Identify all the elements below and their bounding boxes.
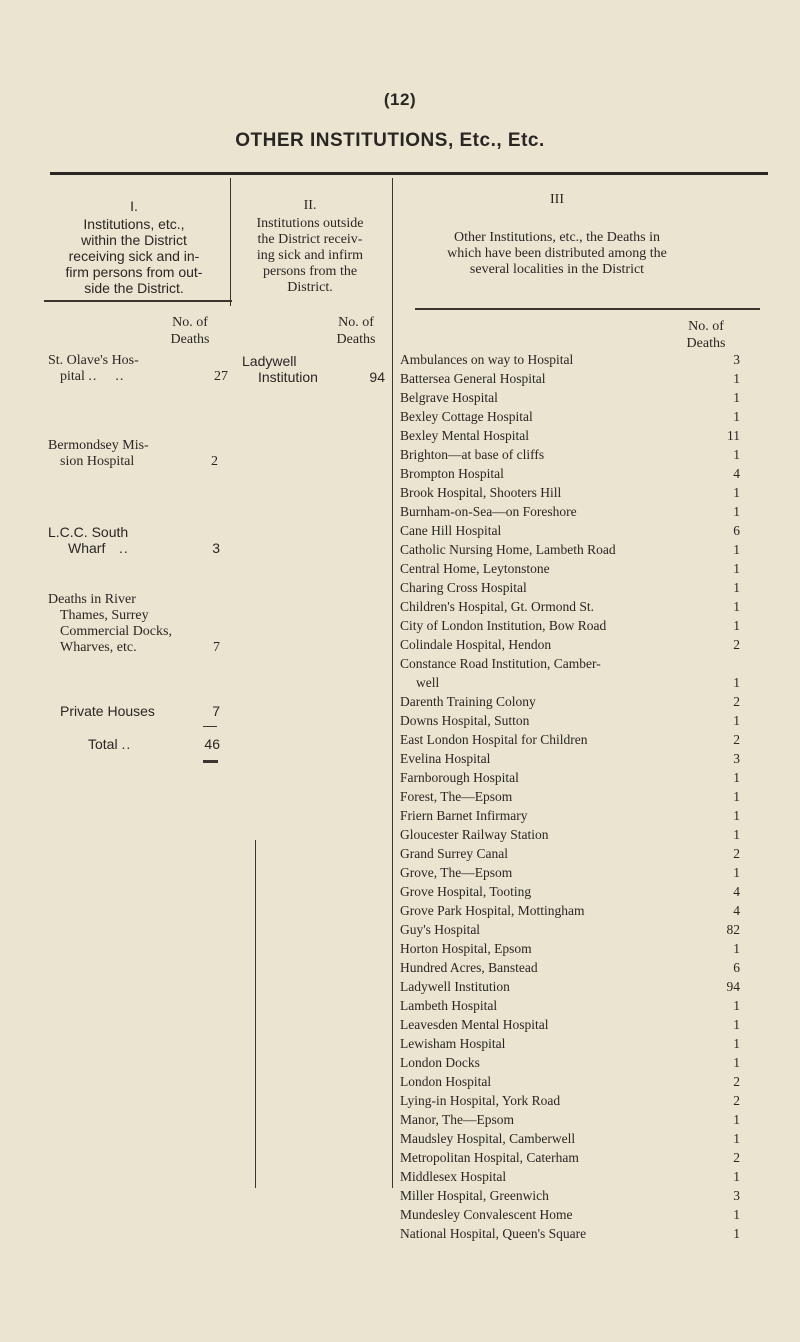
subtotal-rule bbox=[203, 726, 217, 727]
list-item-name: Grove Hospital, Tooting bbox=[400, 884, 532, 899]
list-item bbox=[400, 1034, 740, 1053]
col1-heading-line: firm persons from out- bbox=[65, 264, 203, 280]
list-item bbox=[400, 1053, 740, 1072]
list-item-count: 1 bbox=[733, 865, 740, 880]
list-item-name: Friern Barnet Infirmary bbox=[400, 808, 528, 823]
list-item-name: Ambulances on way to Hospital bbox=[400, 352, 574, 367]
list-item bbox=[400, 768, 740, 787]
list-item bbox=[400, 825, 740, 844]
list-item-name: Catholic Nursing Home, Lambeth Road bbox=[400, 542, 616, 557]
col2-heading-line: District. bbox=[287, 280, 333, 295]
total-label: Total bbox=[88, 736, 118, 752]
col1-subheading-line: No. of bbox=[172, 315, 208, 330]
entry-name-line: Bermondsey Mis- bbox=[48, 438, 149, 453]
list-item bbox=[400, 388, 740, 407]
total-double-rule bbox=[203, 760, 218, 763]
list-item-name: Bexley Cottage Hospital bbox=[400, 409, 533, 424]
list-item bbox=[400, 521, 740, 540]
entry-name-line: L.C.C. South bbox=[48, 524, 129, 540]
list-item-name: Lambeth Hospital bbox=[400, 998, 498, 1013]
list-item bbox=[400, 749, 740, 768]
list-item bbox=[400, 920, 740, 939]
col2-subheading-line: Deaths bbox=[336, 332, 376, 347]
list-item-name: City of London Institution, Bow Road bbox=[400, 618, 607, 633]
list-item-name: Children's Hospital, Gt. Ormond St. bbox=[400, 599, 595, 614]
list-item-name: Belgrave Hospital bbox=[400, 390, 498, 405]
col2-subheading bbox=[320, 314, 392, 348]
entry-name-line: Thames, Surrey bbox=[60, 608, 149, 623]
list-item bbox=[400, 1129, 740, 1148]
list-item bbox=[400, 996, 740, 1015]
col3-numeral: III bbox=[550, 192, 564, 207]
list-item bbox=[400, 692, 740, 711]
list-item-name: Guy's Hospital bbox=[400, 922, 481, 937]
col2-heading-line: Institutions outside bbox=[256, 216, 364, 231]
list-item-name: Darenth Training Colony bbox=[400, 694, 536, 709]
list-item bbox=[400, 502, 740, 521]
list-item bbox=[400, 464, 740, 483]
col1-heading-line: within the District bbox=[81, 232, 187, 248]
list-item-name: Grove Park Hospital, Mottingham bbox=[400, 903, 585, 918]
list-item-name: Manor, The—Epsom bbox=[400, 1112, 514, 1127]
list-item bbox=[400, 844, 740, 863]
entry-name-line: pital bbox=[60, 369, 85, 384]
entry-name-line: St. Olave's Hos- bbox=[48, 353, 139, 368]
list-item-count: 1 bbox=[733, 1207, 740, 1222]
list-item bbox=[400, 901, 740, 920]
list-item-count: 11 bbox=[727, 428, 740, 443]
col2-entry bbox=[242, 353, 385, 385]
list-item-name: Gloucester Railway Station bbox=[400, 827, 549, 842]
col3-subheading-line: Deaths bbox=[686, 336, 726, 351]
list-item-name: Lying-in Hospital, York Road bbox=[400, 1093, 561, 1108]
list-item-name: Cane Hill Hospital bbox=[400, 523, 502, 538]
col1-subheading bbox=[150, 314, 230, 348]
list-item-count: 4 bbox=[733, 903, 740, 918]
col1-heading bbox=[44, 198, 224, 296]
entry-count: 7 bbox=[213, 640, 220, 655]
list-item bbox=[400, 1015, 740, 1034]
col2-numeral: II. bbox=[303, 198, 317, 213]
list-item-count: 1 bbox=[733, 390, 740, 405]
list-item-name: Lewisham Hospital bbox=[400, 1036, 506, 1051]
list-item-count: 2 bbox=[733, 732, 740, 747]
list-item-count: 6 bbox=[733, 523, 740, 538]
list-item-count: 1 bbox=[733, 713, 740, 728]
entry-name-line: sion Hospital bbox=[60, 454, 135, 469]
list-item-name: Battersea General Hospital bbox=[400, 371, 546, 386]
col1-entry bbox=[48, 592, 220, 656]
list-item-name: London Hospital bbox=[400, 1074, 492, 1089]
list-item-name: well bbox=[416, 675, 440, 690]
list-item bbox=[400, 635, 740, 654]
list-item-name: Bexley Mental Hospital bbox=[400, 428, 529, 443]
column-divider-1-lower bbox=[255, 840, 256, 1188]
col2-heading-line: ing sick and infirm bbox=[256, 248, 364, 263]
list-item-count: 1 bbox=[733, 827, 740, 842]
top-rule bbox=[50, 172, 768, 175]
list-item-name: Downs Hospital, Sutton bbox=[400, 713, 530, 728]
list-item-count: 1 bbox=[733, 1055, 740, 1070]
page-title: OTHER INSTITUTIONS, Etc., Etc. bbox=[235, 130, 545, 151]
list-item-count: 3 bbox=[733, 352, 740, 367]
list-item-count: 2 bbox=[733, 1074, 740, 1089]
list-item bbox=[400, 597, 740, 616]
list-item-count: 2 bbox=[733, 694, 740, 709]
list-item-name: Central Home, Leytonstone bbox=[400, 561, 550, 576]
list-item-name: Metropolitan Hospital, Caterham bbox=[400, 1150, 579, 1165]
list-item-count: 1 bbox=[733, 561, 740, 576]
list-item-name: East London Hospital for Children bbox=[400, 732, 588, 747]
list-item bbox=[400, 1205, 740, 1224]
col2-heading-line: persons from the bbox=[262, 264, 358, 279]
list-item bbox=[400, 578, 740, 597]
entry-name-line: Wharf bbox=[68, 540, 106, 556]
list-item-name: Colindale Hospital, Hendon bbox=[400, 637, 552, 652]
list-item-count: 2 bbox=[733, 1150, 740, 1165]
list-item-count: 2 bbox=[733, 846, 740, 861]
list-item-count: 4 bbox=[733, 884, 740, 899]
total-value: 46 bbox=[204, 736, 220, 752]
list-item-name: Miller Hospital, Greenwich bbox=[400, 1188, 549, 1203]
list-item bbox=[400, 882, 740, 901]
list-item-count: 1 bbox=[733, 485, 740, 500]
list-item-name: Brook Hospital, Shooters Hill bbox=[400, 485, 562, 500]
list-item bbox=[400, 673, 740, 692]
header-rule-col3 bbox=[415, 308, 760, 310]
list-item-name: Grand Surrey Canal bbox=[400, 846, 508, 861]
entry-name-line: Institution bbox=[258, 369, 318, 385]
col3-subheading-line: No. of bbox=[688, 319, 724, 334]
list-item-count: 1 bbox=[733, 542, 740, 557]
col3-heading-line: several localities in the District bbox=[469, 262, 645, 277]
col1-entry: St. Olave's Hos- pital .. .. 27 bbox=[48, 353, 228, 384]
list-item-count: 1 bbox=[733, 580, 740, 595]
list-item bbox=[400, 787, 740, 806]
list-item-count: 1 bbox=[733, 447, 740, 462]
list-item bbox=[400, 654, 740, 673]
list-item-count: 2 bbox=[733, 1093, 740, 1108]
col2-heading-line: the District receiv- bbox=[257, 232, 363, 247]
entry-count: 94 bbox=[369, 369, 385, 385]
list-item-name: Maudsley Hospital, Camberwell bbox=[400, 1131, 576, 1146]
list-item-count: 1 bbox=[733, 789, 740, 804]
col1-entry bbox=[48, 438, 218, 470]
list-item-name: Hundred Acres, Banstead bbox=[400, 960, 538, 975]
list-item bbox=[400, 350, 740, 369]
list-item-name: Forest, The—Epsom bbox=[400, 789, 513, 804]
col1-heading-line: receiving sick and in- bbox=[68, 248, 200, 264]
list-item-count: 1 bbox=[733, 1169, 740, 1184]
list-item-count: 1 bbox=[733, 618, 740, 633]
entry-count: 27 bbox=[214, 369, 228, 384]
list-item-name: Evelina Hospital bbox=[400, 751, 491, 766]
list-item-name: Horton Hospital, Epsom bbox=[400, 941, 532, 956]
list-item-name: Mundesley Convalescent Home bbox=[400, 1207, 573, 1222]
list-item-name: Charing Cross Hospital bbox=[400, 580, 527, 595]
col1-subheading-line: Deaths bbox=[170, 332, 210, 347]
list-item-count: 1 bbox=[733, 1112, 740, 1127]
column-divider-1 bbox=[230, 178, 231, 306]
list-item-name: London Docks bbox=[400, 1055, 480, 1070]
entry-count: 2 bbox=[211, 454, 218, 469]
list-item bbox=[400, 958, 740, 977]
entry-name-line: Deaths in River bbox=[48, 592, 136, 607]
list-item-count: 1 bbox=[733, 409, 740, 424]
list-item-count: 1 bbox=[733, 1226, 740, 1241]
list-item bbox=[400, 977, 740, 996]
list-item-name: Burnham-on-Sea—on Foreshore bbox=[400, 504, 577, 519]
list-item bbox=[400, 1110, 740, 1129]
page-number: (12) bbox=[383, 90, 417, 109]
col3-heading bbox=[396, 192, 718, 278]
list-item-count: 1 bbox=[733, 808, 740, 823]
col1-numeral: I. bbox=[130, 198, 138, 214]
list-item-count: 1 bbox=[733, 675, 740, 690]
list-item-count: 3 bbox=[733, 751, 740, 766]
list-item bbox=[400, 1072, 740, 1091]
list-item bbox=[400, 1186, 740, 1205]
list-item-count: 6 bbox=[733, 960, 740, 975]
entry-name-line: Wharves, etc. bbox=[60, 640, 137, 655]
list-item bbox=[400, 939, 740, 958]
list-item bbox=[400, 1091, 740, 1110]
list-item-name: Farnborough Hospital bbox=[400, 770, 519, 785]
list-item bbox=[400, 369, 740, 388]
list-item bbox=[400, 407, 740, 426]
list-item-count: 1 bbox=[733, 941, 740, 956]
list-item-count: 94 bbox=[726, 979, 740, 994]
list-item bbox=[400, 559, 740, 578]
list-item bbox=[400, 1224, 740, 1243]
col3-heading-line: which have been distributed among the bbox=[447, 246, 667, 261]
entry-count: 7 bbox=[212, 703, 220, 719]
list-item bbox=[400, 1167, 740, 1186]
col2-heading bbox=[234, 198, 386, 296]
list-item-count: 1 bbox=[733, 599, 740, 614]
list-item bbox=[400, 540, 740, 559]
list-item-name: Middlesex Hospital bbox=[400, 1169, 507, 1184]
col1-entry: L.C.C. South Wharf .. 3 bbox=[48, 524, 220, 556]
list-item-name: Constance Road Institution, Camber- bbox=[400, 656, 601, 671]
list-item bbox=[400, 863, 740, 882]
list-item-count: 1 bbox=[733, 1036, 740, 1051]
list-item-name: Brompton Hospital bbox=[400, 466, 504, 481]
list-item-count: 1 bbox=[733, 371, 740, 386]
col3-subheading bbox=[668, 318, 744, 352]
list-item bbox=[400, 1148, 740, 1167]
list-item bbox=[400, 483, 740, 502]
list-item-count: 1 bbox=[733, 504, 740, 519]
entry-name-line: Commercial Docks, bbox=[60, 624, 172, 639]
list-item-name: Brighton—at base of cliffs bbox=[400, 447, 545, 462]
list-item bbox=[400, 730, 740, 749]
list-item bbox=[400, 445, 740, 464]
list-item-name: Grove, The—Epsom bbox=[400, 865, 513, 880]
list-item-name: Ladywell Institution bbox=[400, 979, 510, 994]
list-item bbox=[400, 426, 740, 445]
list-item-count: 2 bbox=[733, 637, 740, 652]
column-divider-2 bbox=[392, 178, 393, 1188]
list-item-count: 1 bbox=[733, 1131, 740, 1146]
entry-name-line: Private Houses bbox=[60, 703, 155, 719]
col1-heading-line: Institutions, etc., bbox=[83, 216, 185, 232]
col2-subheading-line: No. of bbox=[338, 315, 374, 330]
list-item-name: Leavesden Mental Hospital bbox=[400, 1017, 549, 1032]
list-item-name: National Hospital, Queen's Square bbox=[400, 1226, 587, 1241]
list-item-count: 1 bbox=[733, 1017, 740, 1032]
col1-entry bbox=[60, 703, 220, 719]
list-item bbox=[400, 711, 740, 730]
list-item-count: 3 bbox=[733, 1188, 740, 1203]
col3-heading-line: Other Institutions, etc., the Deaths in bbox=[453, 230, 661, 245]
list-item-count: 4 bbox=[733, 466, 740, 481]
list-item-count: 1 bbox=[733, 998, 740, 1013]
col1-total: Total .. 46 bbox=[88, 736, 220, 752]
entry-count: 3 bbox=[212, 540, 220, 556]
list-item bbox=[400, 806, 740, 825]
col1-heading-line: side the District. bbox=[84, 280, 184, 296]
list-item bbox=[400, 616, 740, 635]
entry-name-line: Ladywell bbox=[242, 353, 297, 369]
list-item-count: 1 bbox=[733, 770, 740, 785]
list-item-count: 82 bbox=[726, 922, 740, 937]
header-rule-col1 bbox=[44, 300, 232, 302]
